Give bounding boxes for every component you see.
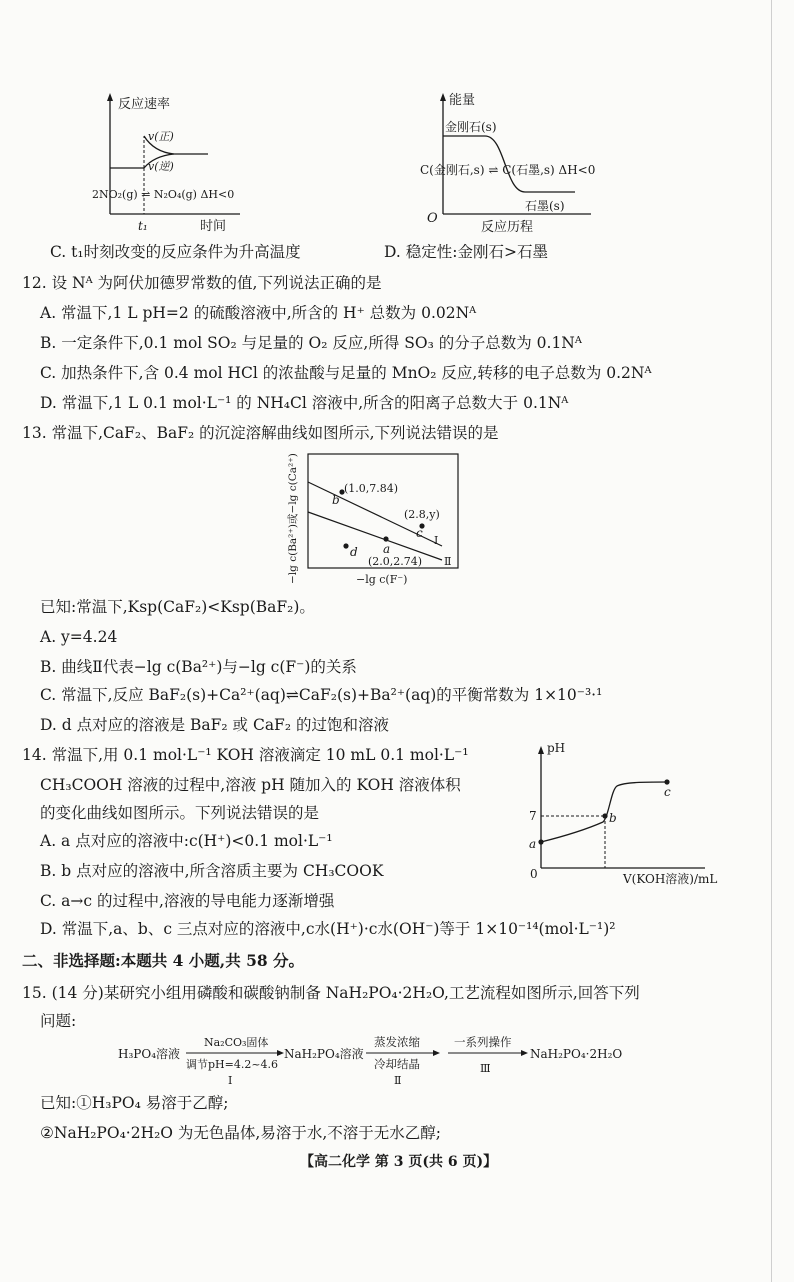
page-footer: 【高二化学 第 3 页(共 6 页)】	[300, 1154, 498, 1170]
q11-left-ylabel: 反应速率	[118, 97, 171, 112]
q13-curve2: Ⅱ	[444, 555, 452, 568]
q11-vrev-label: v(逆)	[148, 160, 174, 173]
q15-known-1: 已知:①H₃PO₄ 易溶于乙醇;	[40, 1094, 229, 1112]
q13-stem: 13. 常温下,CaF₂、BaF₂ 的沉淀溶解曲线如图所示,下列说法错误的是	[22, 424, 499, 442]
q13-pt-c: c	[416, 526, 423, 540]
q12-stem: 12. 设 Nᴬ 为阿伏加德罗常数的值,下列说法正确的是	[22, 274, 382, 292]
q12-option-b: B. 一定条件下,0.1 mol SO₂ 与足量的 O₂ 反应,所得 SO₃ 的分子总数为 0.1Nᴬ	[40, 334, 582, 352]
q14-stem-line3: 的变化曲线如图所示。下列说法错误的是	[40, 804, 320, 822]
q13-option-b: B. 曲线Ⅱ代表−lg c(Ba²⁺)与−lg c(F⁻)的关系	[40, 658, 357, 676]
q14-xlabel: V(KOH溶液)/mL	[623, 872, 718, 886]
flow-mid: NaH₂PO₄溶液	[284, 1047, 364, 1061]
q13-solubility-graph	[282, 452, 472, 592]
q14-pt-b: b	[609, 811, 617, 825]
q14-option-c: C. a→c 的过程中,溶液的导电能力逐渐增强	[40, 892, 335, 910]
q13-pt-a: a	[383, 542, 391, 556]
flow-end: NaH₂PO₄·2H₂O	[530, 1047, 623, 1061]
q13-option-c: C. 常温下,反应 BaF₂(s)+Ca²⁺(aq)⇌CaF₂(s)+Ba²⁺(aq)的平衡常数为 1×10⁻³·¹	[40, 686, 603, 704]
q11-right-xlabel: 反应历程	[481, 220, 534, 235]
q13-pt-d: d	[350, 545, 358, 559]
flow-step1-top: Na₂CO₃固体	[204, 1036, 269, 1049]
q13-option-d: D. d 点对应的溶液是 BaF₂ 或 CaF₂ 的过饱和溶液	[40, 716, 389, 734]
q11-graphite-label: 石墨(s)	[525, 199, 565, 213]
q15-process-flow	[116, 1032, 676, 1094]
q14-stem-line2: CH₃COOH 溶液的过程中,溶液 pH 随加入的 KOH 溶液体积	[40, 776, 461, 794]
q13-known: 已知:常温下,Ksp(CaF₂)<Ksp(BaF₂)。	[40, 598, 315, 616]
q13-pt-b-coord: (1.0,7.84)	[344, 482, 399, 495]
q11-origin: O	[427, 211, 438, 226]
flow-step1-num: Ⅰ	[228, 1074, 233, 1087]
q14-pt-c: c	[664, 785, 671, 799]
flow-step2-num: Ⅱ	[394, 1074, 402, 1087]
q11-energy-graph	[415, 88, 635, 238]
q11-right-equation: C(金刚石,s) ⇌ C(石墨,s) ΔH<0	[420, 163, 596, 177]
q13-curve1: Ⅰ	[434, 534, 439, 547]
q14-stem-line1: 14. 常温下,用 0.1 mol·L⁻¹ KOH 溶液滴定 10 mL 0.1 mol·L⁻¹	[22, 746, 469, 764]
q13-ylabel: −lg c(Ba²⁺)或−lg c(Ca²⁺)	[287, 453, 299, 584]
q14-ylabel: pH	[547, 741, 566, 755]
q14-seven: 7	[529, 809, 537, 823]
q11-option-c: C. t₁时刻改变的反应条件为升高温度	[50, 243, 301, 261]
q14-origin: 0	[530, 867, 538, 881]
q14-titration-graph	[525, 740, 735, 886]
flow-step2-top: 蒸发浓缩	[374, 1035, 420, 1049]
flow-step2-bottom: 冷却结晶	[374, 1057, 420, 1071]
q11-diamond-label: 金刚石(s)	[445, 120, 497, 134]
q11-left-xlabel: 时间	[200, 219, 227, 234]
q13-pt-a-coord: (2.0,2.74)	[368, 555, 423, 568]
flow-step3-top: 一系列操作	[454, 1035, 512, 1049]
q11-right-ylabel: 能量	[449, 93, 476, 108]
flow-start: H₃PO₄溶液	[118, 1047, 180, 1061]
q13-xlabel: −lg c(F⁻)	[356, 573, 408, 586]
flow-step3-num: Ⅲ	[480, 1062, 491, 1075]
q15-stem-line1: 15. (14 分)某研究小组用磷酸和碳酸钠制备 NaH₂PO₄·2H₂O,工艺流程如图所示,回答下列	[22, 984, 640, 1002]
q11-vfwd-label: v(正)	[148, 130, 174, 143]
q14-option-a: A. a 点对应的溶液中:c(H⁺)<0.1 mol·L⁻¹	[40, 832, 333, 850]
q15-stem-line2: 问题:	[40, 1012, 77, 1030]
flow-step1-bottom: 调节pH=4.2~4.6	[186, 1058, 279, 1071]
q12-option-d: D. 常温下,1 L 0.1 mol·L⁻¹ 的 NH₄Cl 溶液中,所含的阳离子总数大于 0.1Nᴬ	[40, 394, 569, 412]
q11-t1: t₁	[138, 219, 148, 233]
q12-option-a: A. 常温下,1 L pH=2 的硫酸溶液中,所含的 H⁺ 总数为 0.02Nᴬ	[40, 304, 477, 322]
q15-known-2: ②NaH₂PO₄·2H₂O 为无色晶体,易溶于水,不溶于无水乙醇;	[40, 1124, 442, 1142]
q14-option-d: D. 常温下,a、b、c 三点对应的溶液中,c水(H⁺)·c水(OH⁻)等于 1×10⁻¹⁴(mol·L⁻¹)²	[40, 920, 616, 938]
q13-pt-c-coord: (2.8,y)	[404, 508, 440, 521]
q14-pt-a: a	[529, 837, 537, 851]
page-edge-line	[771, 0, 772, 1282]
q11-left-equation: 2NO₂(g) ⇌ N₂O₄(g) ΔH<0	[92, 188, 235, 201]
section2-title: 二、非选择题:本题共 4 小题,共 58 分。	[22, 951, 305, 970]
q11-option-d: D. 稳定性:金刚石>石墨	[384, 243, 548, 261]
q14-option-b: B. b 点对应的溶液中,所含溶质主要为 CH₃COOK	[40, 862, 384, 880]
q12-option-c: C. 加热条件下,含 0.4 mol HCl 的浓盐酸与足量的 MnO₂ 反应,转移的电子总数为 0.2Nᴬ	[40, 364, 652, 382]
q13-pt-b: b	[332, 493, 340, 507]
q11-rate-time-graph	[80, 88, 280, 238]
q13-option-a: A. y=4.24	[40, 628, 118, 646]
